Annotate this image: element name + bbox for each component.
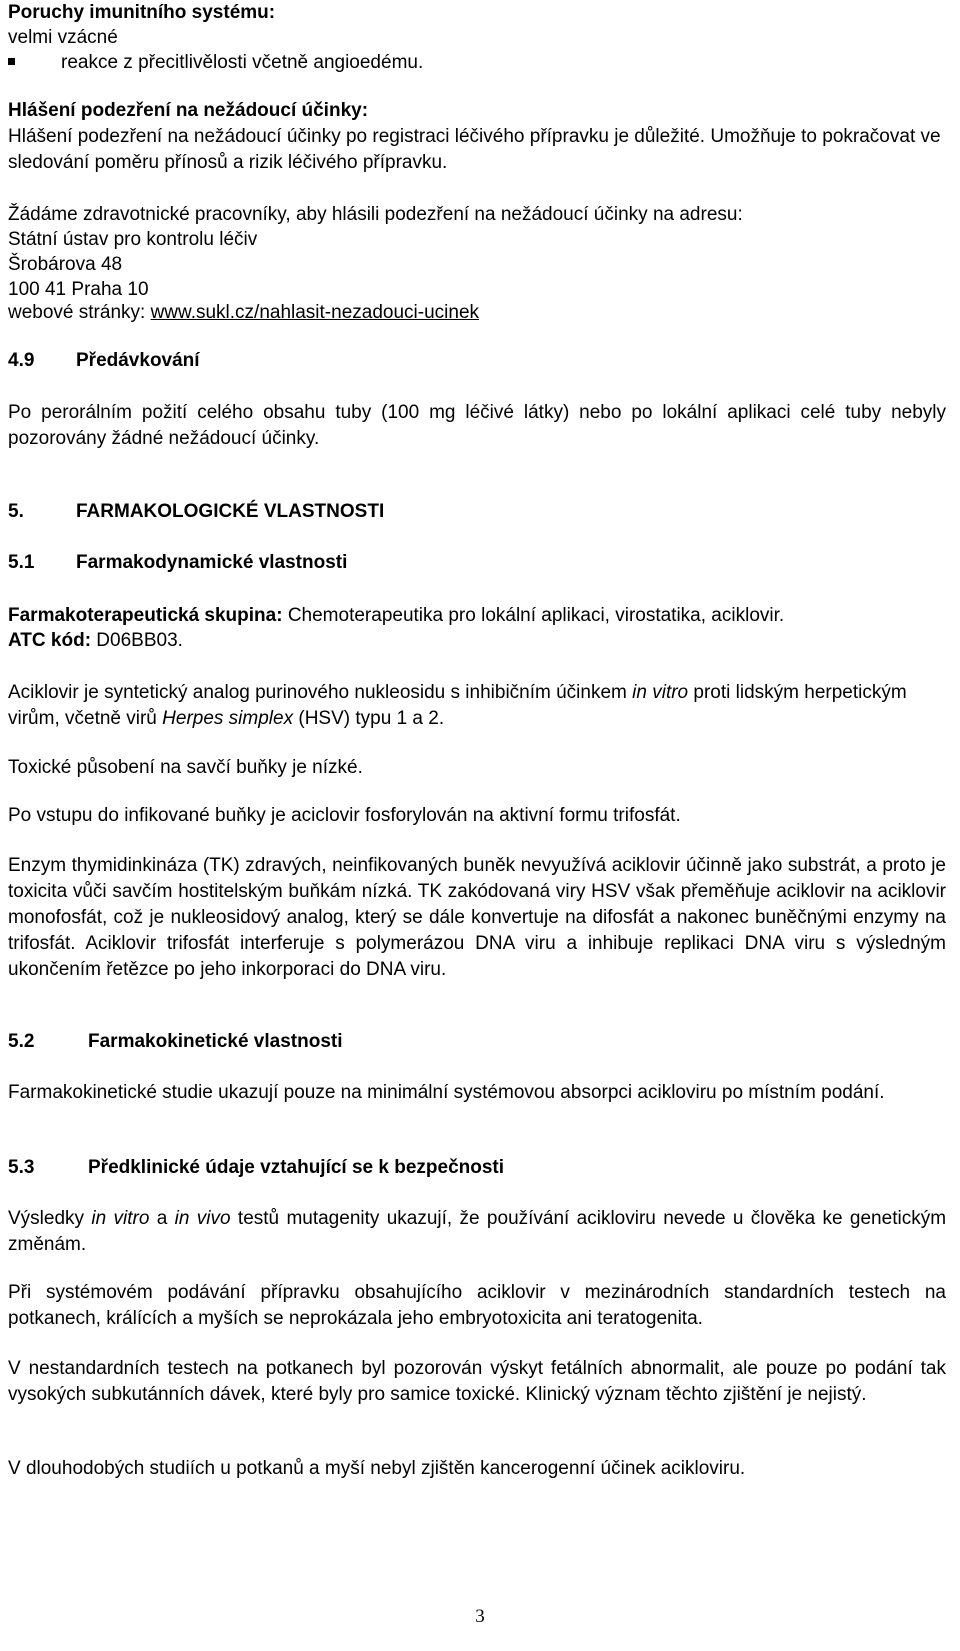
bullet-square-icon: [8, 58, 15, 65]
reporting-heading: Hlášení podezření na nežádoucí účinky:: [8, 100, 369, 121]
section-number: 5.3: [8, 1157, 35, 1178]
web-line: [8, 300, 946, 326]
section-number: 5.: [8, 501, 24, 522]
group-label: Farmakoterapeutická skupina:: [8, 605, 283, 626]
address-city: 100 41 Praha 10: [8, 279, 149, 300]
pharmacotherapeutic-group: [8, 603, 946, 629]
section-4-9-heading: [8, 348, 200, 374]
section-title: FARMAKOLOGICKÉ VLASTNOSTI: [76, 501, 385, 522]
section-5-heading: [8, 499, 384, 525]
immune-item-text: reakce z přecitlivělosti včetně angioedému.: [61, 52, 424, 73]
page-number: 3: [475, 1606, 485, 1627]
reporting-text: Hlášení podezření na nežádoucí účinky po registraci léčivého přípravku je důležité. Umožňuje to pokračovat ve sledování poměru přínosů a rizik léčivého přípravku.: [8, 126, 941, 173]
s51-paragraph-3: Po vstupu do infikované buňky je aciclovir fosforylován na aktivní formu trifosfát.: [8, 805, 681, 826]
immune-heading: Poruchy imunitního systému:: [8, 2, 276, 23]
s51-paragraph-2: Toxické působení na savčí buňky je nízké.: [8, 757, 363, 778]
s49-text: Po perorálním požití celého obsahu tuby (100 mg léčivé látky) nebo po lokální aplikaci celé tuby nebyly pozorovány žádné nežádoucí účinky.: [8, 402, 946, 449]
s53-paragraph-2: Při systémovém podávání přípravku obsahujícího aciklovir v mezinárodních standardních testech na potkanech, králících a myších se neprokázala jeho embryotoxicita ani teratogenita.: [8, 1282, 946, 1329]
text-run: Výsledky: [8, 1208, 92, 1229]
text-run: Aciklovir je syntetický analog purinového nukleosidu s inhibičním účinkem: [8, 682, 633, 703]
s53-paragraph-1: [8, 1206, 946, 1258]
section-5-2-heading: [8, 1029, 343, 1055]
section-number: 4.9: [8, 350, 35, 371]
italic-run: in vitro: [632, 682, 689, 703]
italic-run: Herpes simplex: [162, 708, 294, 729]
text-run: proti lidským herpetickým virům, včetně virů: [8, 682, 907, 729]
section-number: 5.2: [8, 1031, 35, 1052]
atc-label: ATC kód:: [8, 630, 92, 651]
s52-text: Farmakokinetické studie ukazují pouze na minimální systémovou absorpci acikloviru po místním podání.: [8, 1082, 885, 1103]
s51-paragraph-4: Enzym thymidinkináza (TK) zdravých, neinfikovaných buněk nevyužívá aciklovir účinně jako substrát, a proto je toxicita vůči savčím hostitelským buňkám nízká. TK zakódovaná viry HSV však přeměňuje aciklovir na aciklovir monofosfát, což je nukleosidový analog, který se dále konvertuje na difosfát a nakonec buněčnými enzymy na trifosfát. Aciklovir trifosfát interferuje s polymerázou DNA viru a inhibuje replikaci DNA viru s výsledným ukončením řetězce po jeho inkorporaci do DNA viru.: [8, 855, 946, 980]
s51-paragraph-1: [8, 680, 946, 732]
text-run: testů mutagenity ukazují, že používání acikloviru nevede u člověka ke genetickým změnám.: [8, 1208, 947, 1255]
section-title: Předávkování: [76, 350, 200, 371]
italic-run: in vitro: [91, 1208, 150, 1229]
atc-value: D06BB03.: [91, 630, 183, 651]
group-value: Chemoterapeutika pro lokální aplikaci, virostatika, aciklovir.: [282, 605, 785, 626]
s53-paragraph-3: V nestandardních testech na potkanech byl pozorován výskyt fetálních abnormalit, ale pouze po podání tak vysokých subkutánních dávek, které byly pro samice toxické. Klinický význam těchto zjištění je nejistý.: [8, 1358, 946, 1405]
s53-paragraph-4: V dlouhodobých studiích u potkanů a myší nebyl zjištěn kancerogenní účinek acikloviru.: [8, 1458, 746, 1479]
italic-run: in vivo: [174, 1208, 231, 1229]
section-5-1-heading: [8, 550, 347, 576]
text-run: a: [149, 1208, 175, 1229]
section-title: Farmakokinetické vlastnosti: [88, 1031, 343, 1052]
immune-list-item: [8, 50, 423, 76]
immune-frequency: velmi vzácné: [8, 27, 118, 48]
address-street: Šrobárova 48: [8, 254, 123, 275]
section-title: Předklinické údaje vztahující se k bezpečnosti: [88, 1157, 505, 1178]
reporting-request: Žádáme zdravotnické pracovníky, aby hlásili podezření na nežádoucí účinky na adresu:: [8, 204, 743, 225]
web-link[interactable]: www.sukl.cz/nahlasit-nezadouci-ucinek: [150, 302, 480, 323]
section-title: Farmakodynamické vlastnosti: [76, 552, 348, 573]
web-label: webové stránky:: [8, 302, 151, 323]
section-5-3-heading: [8, 1155, 504, 1181]
address-name: Státní ústav pro kontrolu léčiv: [8, 229, 258, 250]
text-run: (HSV) typu 1 a 2.: [293, 708, 445, 729]
atc-code: [8, 628, 946, 654]
section-number: 5.1: [8, 552, 35, 573]
